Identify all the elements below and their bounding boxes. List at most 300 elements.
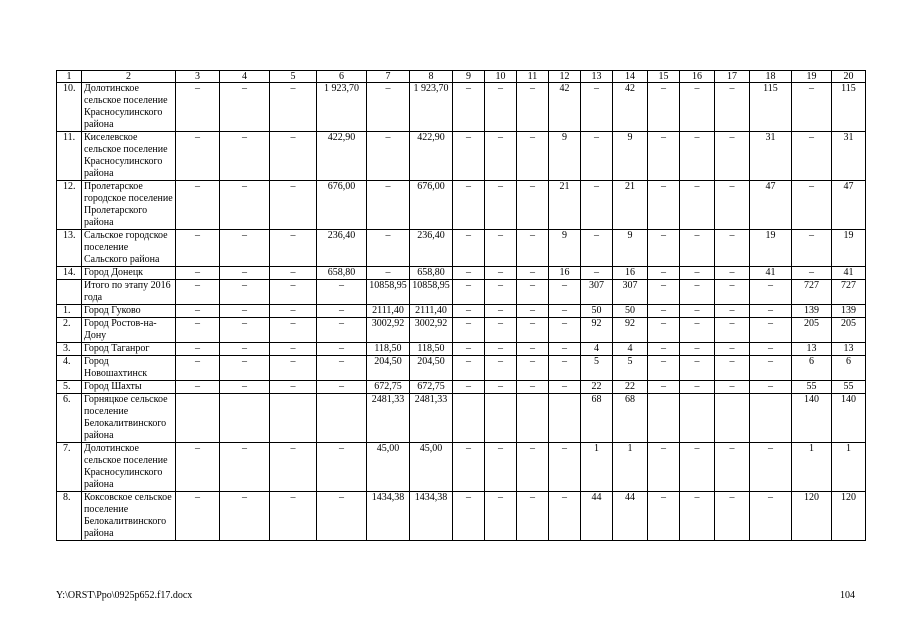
table-cell: 2481,33 (367, 394, 410, 443)
settlement-name: Город Шахты (82, 381, 176, 394)
table-cell: – (485, 181, 517, 230)
table-cell: – (517, 356, 549, 381)
table-cell: 22 (581, 381, 613, 394)
table-cell: – (680, 343, 715, 356)
settlement-name: Итого по этапу 2016 года (82, 280, 176, 305)
table-cell: 115 (750, 83, 792, 132)
table-cell: 115 (832, 83, 866, 132)
table-cell: 676,00 (317, 181, 367, 230)
table-cell (517, 394, 549, 443)
table-cell: – (453, 267, 485, 280)
column-number-cell: 8 (410, 71, 453, 83)
table-cell: – (581, 83, 613, 132)
table-cell: 13 (832, 343, 866, 356)
table-cell: – (680, 492, 715, 541)
table-cell: – (176, 280, 220, 305)
column-number-cell: 19 (792, 71, 832, 83)
resettlement-table (56, 70, 866, 541)
table-cell: – (549, 343, 581, 356)
table-cell: 41 (750, 267, 792, 280)
table-cell: – (517, 132, 549, 181)
table-cell: – (453, 443, 485, 492)
table-cell: – (176, 492, 220, 541)
table-cell: 42 (613, 83, 648, 132)
table-cell: – (549, 443, 581, 492)
table-cell: – (648, 132, 680, 181)
table-cell: – (549, 356, 581, 381)
table-cell: – (270, 132, 317, 181)
table-cell: 727 (832, 280, 866, 305)
table-cell: – (176, 356, 220, 381)
table-cell: – (176, 230, 220, 267)
settlement-name: Долотинское сельское поселение Красносулинского района (82, 443, 176, 492)
table-cell: 118,50 (367, 343, 410, 356)
table-cell: 10858,95 (410, 280, 453, 305)
table-cell: – (270, 83, 317, 132)
column-number-cell: 10 (485, 71, 517, 83)
row-number: 8. (57, 492, 82, 541)
table-cell: – (680, 443, 715, 492)
table-cell: – (176, 343, 220, 356)
row-number: 4. (57, 356, 82, 381)
table-cell: – (581, 267, 613, 280)
row-number: 2. (57, 318, 82, 343)
column-number-cell: 20 (832, 71, 866, 83)
table-cell (549, 394, 581, 443)
table-cell: – (485, 443, 517, 492)
column-number-cell: 7 (367, 71, 410, 83)
table-cell: – (549, 305, 581, 318)
table-cell: 1 923,70 (317, 83, 367, 132)
table-cell (317, 394, 367, 443)
table-cell: 92 (613, 318, 648, 343)
table-cell: – (680, 267, 715, 280)
table-cell: – (220, 318, 270, 343)
table-cell: 1 (613, 443, 648, 492)
table-cell: – (270, 343, 317, 356)
table-cell: – (220, 356, 270, 381)
table-cell: 4 (581, 343, 613, 356)
table-cell: 13 (792, 343, 832, 356)
table-cell: – (648, 492, 680, 541)
table-cell: – (715, 181, 750, 230)
table-cell: – (453, 181, 485, 230)
table-cell: – (715, 343, 750, 356)
table-cell: – (220, 132, 270, 181)
column-number-cell: 15 (648, 71, 680, 83)
settlement-name: Долотинское сельское поселение Красносулинского района (82, 83, 176, 132)
table-cell: – (220, 492, 270, 541)
table-cell: – (317, 318, 367, 343)
table-cell: 140 (832, 394, 866, 443)
table-cell (453, 394, 485, 443)
table-cell: – (680, 356, 715, 381)
table-cell: – (715, 83, 750, 132)
settlement-name: Город Гуково (82, 305, 176, 318)
table-cell: 21 (613, 181, 648, 230)
table-cell: 92 (581, 318, 613, 343)
table-cell: 55 (832, 381, 866, 394)
table-cell: – (367, 132, 410, 181)
table-cell: 44 (613, 492, 648, 541)
table-cell: – (517, 305, 549, 318)
table-cell: – (453, 132, 485, 181)
table-row (57, 318, 866, 343)
column-number-cell: 11 (517, 71, 549, 83)
table-row (57, 83, 866, 132)
table-cell: 68 (581, 394, 613, 443)
table-cell: – (453, 305, 485, 318)
table-cell: – (517, 318, 549, 343)
table-cell: 204,50 (367, 356, 410, 381)
table-cell: – (270, 492, 317, 541)
table-cell: – (317, 356, 367, 381)
table-cell: – (750, 356, 792, 381)
table-cell: 31 (750, 132, 792, 181)
row-number: 10. (57, 83, 82, 132)
table-cell: 1 (792, 443, 832, 492)
table-cell: – (317, 305, 367, 318)
settlement-name: Город Донецк (82, 267, 176, 280)
table-cell: – (792, 83, 832, 132)
table-cell: – (517, 181, 549, 230)
table-cell: 4 (613, 343, 648, 356)
table-cell: – (367, 267, 410, 280)
table-cell: – (270, 181, 317, 230)
table-cell: 22 (613, 381, 648, 394)
table-cell (485, 394, 517, 443)
table-cell: – (715, 381, 750, 394)
table-cell: – (648, 280, 680, 305)
table-cell: – (220, 230, 270, 267)
table-cell: – (517, 492, 549, 541)
table-cell (270, 394, 317, 443)
settlement-name: Пролетарское городское поселение Пролетарского района (82, 181, 176, 230)
table-cell: – (581, 230, 613, 267)
table-cell: – (453, 381, 485, 394)
table-cell: – (453, 83, 485, 132)
column-number-cell: 13 (581, 71, 613, 83)
table-cell: – (485, 356, 517, 381)
table-cell: – (750, 280, 792, 305)
table-cell: 205 (832, 318, 866, 343)
table-cell: – (750, 492, 792, 541)
table-cell: – (176, 83, 220, 132)
row-number: 11. (57, 132, 82, 181)
table-cell: 9 (549, 132, 581, 181)
table-cell: – (648, 381, 680, 394)
table-cell: – (367, 83, 410, 132)
table-cell: 139 (832, 305, 866, 318)
table-row (57, 443, 866, 492)
table-cell: – (648, 83, 680, 132)
table-cell: – (549, 280, 581, 305)
column-number-cell: 5 (270, 71, 317, 83)
table-cell: 50 (613, 305, 648, 318)
column-number-cell: 18 (750, 71, 792, 83)
table-cell: 19 (832, 230, 866, 267)
table-cell: – (680, 181, 715, 230)
table-cell: – (648, 318, 680, 343)
table-cell: – (453, 492, 485, 541)
table-cell: 19 (750, 230, 792, 267)
table-cell (680, 394, 715, 443)
table-cell: – (453, 230, 485, 267)
table-cell: 236,40 (317, 230, 367, 267)
table-cell: – (317, 381, 367, 394)
footer-page-number: 104 (840, 590, 855, 601)
table-cell: – (750, 305, 792, 318)
table-cell (715, 394, 750, 443)
table-cell: – (176, 318, 220, 343)
settlement-name: Коксовское сельское поселение Белокалитвинского района (82, 492, 176, 541)
table-cell: 10858,95 (367, 280, 410, 305)
table-cell: 68 (613, 394, 648, 443)
table-cell: – (485, 280, 517, 305)
row-number: 7. (57, 443, 82, 492)
footer-file-path: Y:\ORST\Ppo\0925p652.f17.docx (56, 590, 193, 601)
column-number-cell: 2 (82, 71, 176, 83)
table-cell: 47 (750, 181, 792, 230)
table-cell: – (680, 318, 715, 343)
table-cell (750, 394, 792, 443)
table-cell: – (715, 267, 750, 280)
table-cell: – (750, 318, 792, 343)
table-cell: 120 (832, 492, 866, 541)
table-cell: 727 (792, 280, 832, 305)
table-cell: – (270, 318, 317, 343)
table-cell: – (517, 280, 549, 305)
table-cell: 6 (792, 356, 832, 381)
table-cell: – (270, 381, 317, 394)
table-cell (220, 394, 270, 443)
table-row (57, 356, 866, 381)
table-cell: 118,50 (410, 343, 453, 356)
table-cell: 2481,33 (410, 394, 453, 443)
table-cell: 3002,92 (410, 318, 453, 343)
table-cell: 676,00 (410, 181, 453, 230)
column-number-cell: 6 (317, 71, 367, 83)
table-cell: – (517, 83, 549, 132)
table-cell: – (367, 230, 410, 267)
table-cell: – (792, 230, 832, 267)
table-cell: 5 (613, 356, 648, 381)
table-cell: – (220, 343, 270, 356)
table-row (57, 267, 866, 280)
table-cell: – (715, 318, 750, 343)
table-cell: – (549, 381, 581, 394)
table-cell: 672,75 (410, 381, 453, 394)
table-row (57, 305, 866, 318)
table-cell: – (648, 267, 680, 280)
table-cell: – (270, 280, 317, 305)
table-cell: 45,00 (410, 443, 453, 492)
table-cell: 672,75 (367, 381, 410, 394)
table-cell: 422,90 (410, 132, 453, 181)
table-cell: – (680, 230, 715, 267)
table-cell: – (517, 381, 549, 394)
table-cell: – (317, 492, 367, 541)
table-cell: – (715, 443, 750, 492)
table-cell: – (485, 267, 517, 280)
table-cell: 16 (549, 267, 581, 280)
row-number: 13. (57, 230, 82, 267)
table-cell: – (220, 267, 270, 280)
settlement-name: Город Таганрог (82, 343, 176, 356)
table-cell: 16 (613, 267, 648, 280)
table-cell: – (680, 83, 715, 132)
table-cell: 307 (581, 280, 613, 305)
table-cell: – (220, 381, 270, 394)
table-cell: – (176, 181, 220, 230)
table-cell: – (680, 132, 715, 181)
table-cell: – (648, 343, 680, 356)
settlement-name: Город Ростов-на-Дону (82, 318, 176, 343)
table-cell: 204,50 (410, 356, 453, 381)
table-cell: – (680, 381, 715, 394)
table-cell: – (517, 267, 549, 280)
column-number-row (57, 71, 866, 83)
table-cell: 6 (832, 356, 866, 381)
table-cell: – (680, 280, 715, 305)
table-cell: – (715, 230, 750, 267)
table-cell: – (648, 443, 680, 492)
settlement-name: Киселевское сельское поселение Красносулинского района (82, 132, 176, 181)
table-cell: – (485, 381, 517, 394)
row-number: 12. (57, 181, 82, 230)
table-row (57, 181, 866, 230)
column-number-cell: 12 (549, 71, 581, 83)
table-cell: – (317, 343, 367, 356)
table-cell: 55 (792, 381, 832, 394)
table-cell: – (715, 280, 750, 305)
table-cell: – (220, 443, 270, 492)
table-cell: – (220, 83, 270, 132)
table-cell: 1 (581, 443, 613, 492)
table-cell: – (581, 132, 613, 181)
table-cell: – (715, 132, 750, 181)
column-number-cell: 1 (57, 71, 82, 83)
table-cell: 1434,38 (367, 492, 410, 541)
table-cell: – (750, 443, 792, 492)
column-number-cell: 4 (220, 71, 270, 83)
row-number: 3. (57, 343, 82, 356)
column-number-cell: 3 (176, 71, 220, 83)
table-cell: – (367, 181, 410, 230)
table-cell: 658,80 (410, 267, 453, 280)
table-cell: – (549, 492, 581, 541)
table-cell: – (176, 443, 220, 492)
row-number (57, 280, 82, 305)
table-cell: – (648, 356, 680, 381)
table-cell: 1434,38 (410, 492, 453, 541)
table-cell: – (220, 305, 270, 318)
table-cell: 2111,40 (410, 305, 453, 318)
table-cell: – (270, 230, 317, 267)
table-cell: 5 (581, 356, 613, 381)
table-cell: – (792, 267, 832, 280)
table-cell (176, 394, 220, 443)
row-number: 5. (57, 381, 82, 394)
table-cell: 9 (549, 230, 581, 267)
row-number: 6. (57, 394, 82, 443)
table-cell: 9 (613, 230, 648, 267)
table-cell: – (176, 132, 220, 181)
table-cell: – (453, 318, 485, 343)
table-cell: 41 (832, 267, 866, 280)
table-cell: – (750, 343, 792, 356)
table-cell (648, 394, 680, 443)
table-cell: – (648, 230, 680, 267)
table-cell: 307 (613, 280, 648, 305)
table-cell: – (270, 356, 317, 381)
column-number-cell: 17 (715, 71, 750, 83)
table-cell: 9 (613, 132, 648, 181)
table-cell: – (792, 132, 832, 181)
table-cell: – (485, 318, 517, 343)
table-cell: – (485, 132, 517, 181)
table-cell: – (648, 181, 680, 230)
column-number-cell: 14 (613, 71, 648, 83)
table-cell: – (453, 356, 485, 381)
table-row (57, 343, 866, 356)
table-cell: – (792, 181, 832, 230)
row-number: 1. (57, 305, 82, 318)
settlement-name: Сальское городское поселение Сальского района (82, 230, 176, 267)
table-cell: – (270, 443, 317, 492)
table-cell: 236,40 (410, 230, 453, 267)
table-row (57, 492, 866, 541)
table-cell: – (317, 280, 367, 305)
table-cell: 42 (549, 83, 581, 132)
table-cell: – (270, 267, 317, 280)
settlement-name: Горняцкое сельское поселение Белокалитвинского района (82, 394, 176, 443)
table-cell: – (581, 181, 613, 230)
table-cell: – (176, 305, 220, 318)
table-cell: 205 (792, 318, 832, 343)
table-cell: 1 (832, 443, 866, 492)
table-cell: – (485, 305, 517, 318)
column-number-cell: 9 (453, 71, 485, 83)
table-cell: – (517, 230, 549, 267)
table-cell: – (680, 305, 715, 318)
table-cell: 45,00 (367, 443, 410, 492)
table-cell: – (517, 343, 549, 356)
table-cell: 3002,92 (367, 318, 410, 343)
table-cell: 140 (792, 394, 832, 443)
table-cell: – (517, 443, 549, 492)
table-cell: – (485, 83, 517, 132)
table-cell: – (485, 230, 517, 267)
table-cell: – (549, 318, 581, 343)
table-cell: – (220, 280, 270, 305)
table-cell: – (750, 381, 792, 394)
table-cell: – (715, 305, 750, 318)
table-cell: 120 (792, 492, 832, 541)
table-cell: – (270, 305, 317, 318)
table-cell: 44 (581, 492, 613, 541)
table-cell: – (317, 443, 367, 492)
table-cell: 2111,40 (367, 305, 410, 318)
table-cell: – (220, 181, 270, 230)
table-cell: 1 923,70 (410, 83, 453, 132)
table-cell: 139 (792, 305, 832, 318)
table-row (57, 381, 866, 394)
table-cell: – (715, 492, 750, 541)
table-row (57, 280, 866, 305)
table-row (57, 132, 866, 181)
table-cell: – (453, 280, 485, 305)
